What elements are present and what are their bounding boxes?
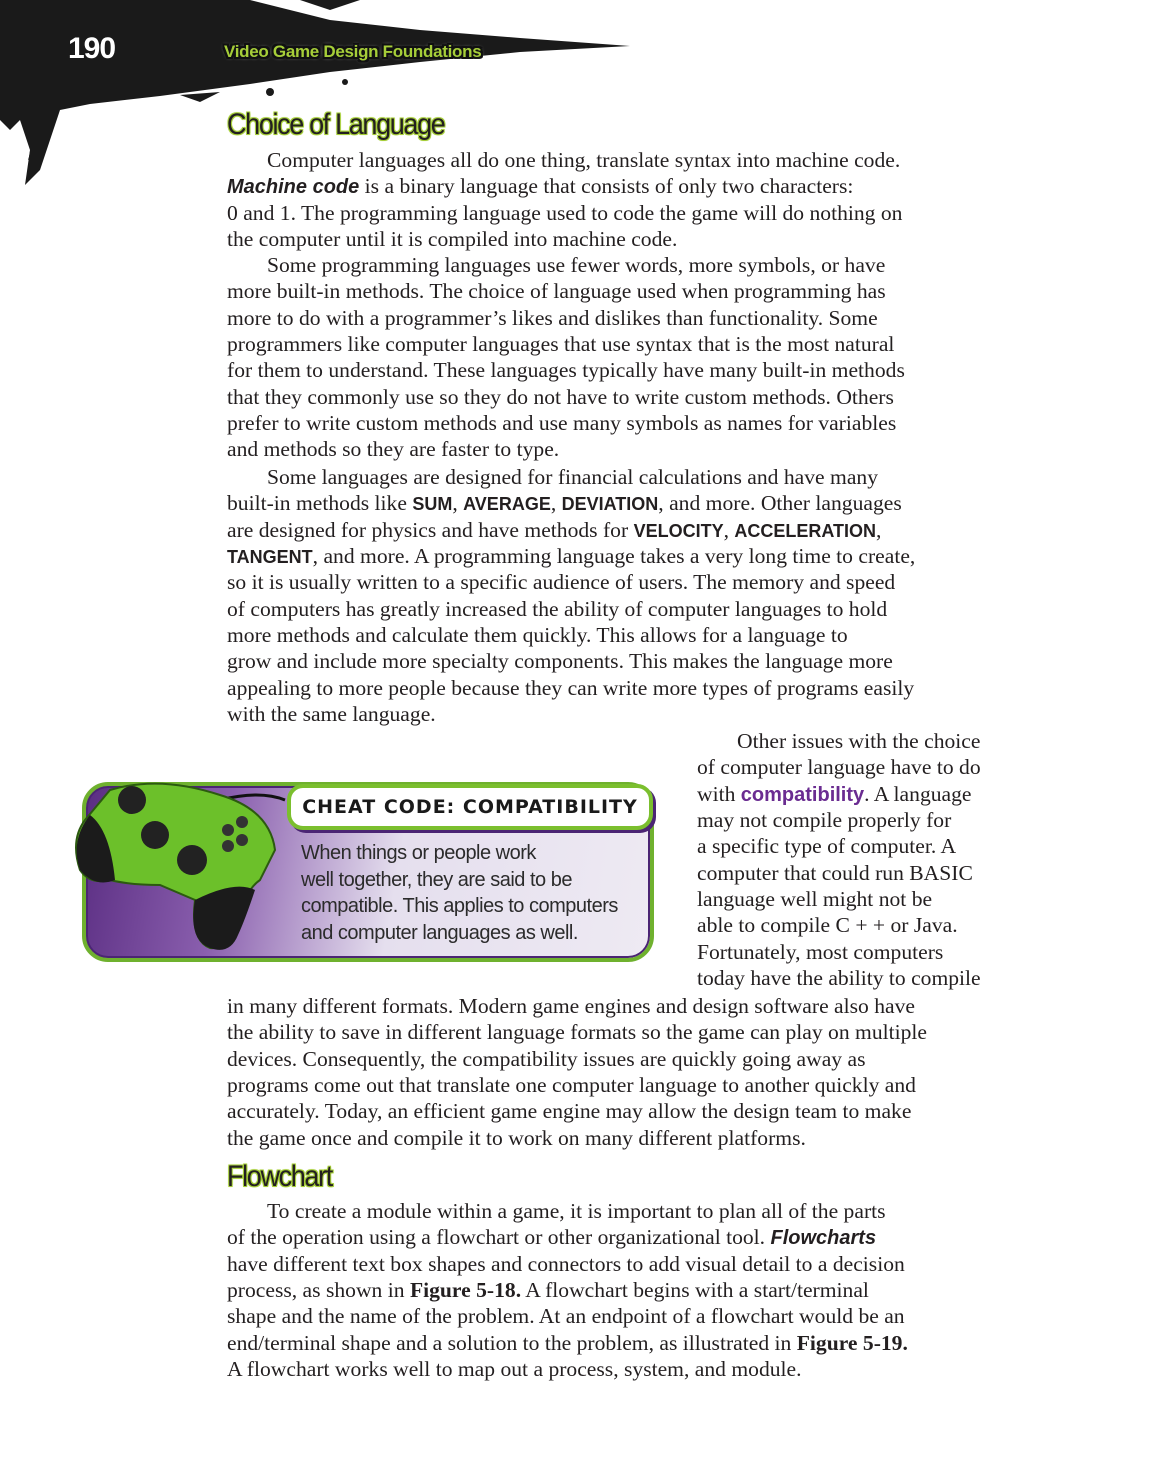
text-run: A flowchart begins with a start/terminal — [521, 1278, 869, 1303]
text-run: built-in methods like — [227, 491, 413, 516]
text-line — [697, 886, 981, 912]
text-line — [227, 464, 915, 490]
text-run: 0 and 1. The programming language used to code the game will do nothing on — [227, 200, 903, 225]
cheat-code-line: compatible. This applies to computers — [301, 895, 618, 917]
text-line — [227, 331, 905, 357]
text-run: and methods so they are faster to type. — [227, 437, 560, 462]
text-run: . A language — [864, 781, 972, 806]
text-run: devices. Consequently, the compatibility issues are quickly going away as — [227, 1046, 866, 1071]
keyword: TANGENT — [227, 547, 313, 568]
text-run: computer that could run BASIC — [697, 860, 973, 885]
text-line — [227, 1330, 908, 1356]
text-run: today have the ability to compile — [697, 966, 981, 991]
text-line — [227, 675, 915, 701]
text-line — [227, 1356, 908, 1382]
text-line — [227, 1019, 927, 1045]
text-run: may not compile properly for — [697, 808, 952, 833]
text-run: language well might not be — [697, 887, 933, 912]
heading-flowchart: Flowchart — [227, 1160, 332, 1193]
figure-reference: Figure 5-18. — [409, 1278, 522, 1303]
cheat-code-title: CHEAT CODE: COMPATIBILITY — [287, 784, 653, 830]
text-line — [227, 1198, 908, 1224]
text-run: Fortunately, most computers — [697, 939, 944, 964]
text-run: end/terminal shape and a solution to the problem, as illustrated in — [227, 1330, 797, 1355]
text-run: , — [876, 517, 882, 542]
text-run: , and more. A programming language takes a very long time to create, — [312, 544, 916, 569]
text-line — [227, 1125, 927, 1151]
text-run: that they commonly use so they do not have to write custom methods. Others — [227, 384, 894, 409]
text-line — [227, 596, 915, 622]
text-line — [227, 569, 915, 595]
text-line — [227, 1251, 908, 1277]
text-run: with the same language. — [227, 702, 436, 727]
text-run: so it is usually written to a specific audience of users. The memory and speed — [227, 570, 896, 595]
text-line — [227, 357, 905, 383]
key-term: Flowcharts — [770, 1227, 877, 1250]
text-line — [697, 965, 981, 991]
text-run: grow and include more specialty components. This makes the language more — [227, 649, 893, 674]
text-run: Some languages are designed for financial calculations and have many — [267, 465, 878, 489]
text-run: programs come out that translate one computer language to another quickly and — [227, 1073, 916, 1098]
text-line — [227, 1224, 908, 1250]
text-run: appealing to more people because they can write more types of programs easily — [227, 675, 915, 700]
cheat-code-text — [301, 840, 618, 946]
text-run: A flowchart works well to map out a process, system, and module. — [227, 1357, 802, 1382]
text-run: prefer to write custom methods and use many symbols as names for variables — [227, 411, 897, 436]
heading-choice-of-language: Choice of Language — [227, 108, 445, 141]
cheat-code-line: well together, they are said to be — [301, 868, 572, 891]
text-run: , and more. Other languages — [658, 491, 902, 516]
text-run: shape and the name of the problem. At an endpoint of a flowchart would be an — [227, 1304, 905, 1329]
text-run: of computer language have to do — [697, 755, 981, 780]
text-line — [227, 543, 915, 569]
text-line — [227, 410, 905, 436]
text-run: of computers has greatly increased the ability of computer languages to hold — [227, 596, 888, 621]
text-run: programmers like computer languages that use syntax that is the most natural — [227, 332, 895, 357]
game-controller-icon — [70, 770, 290, 960]
text-run: , — [723, 517, 735, 542]
text-run: with — [697, 781, 741, 806]
text-run: for them to understand. These languages typically have many built-in methods — [227, 358, 905, 383]
paragraph — [227, 147, 902, 252]
text-line — [227, 490, 915, 516]
text-line — [227, 252, 905, 278]
text-line — [227, 1072, 927, 1098]
text-run: , — [550, 491, 562, 516]
text-line — [227, 648, 915, 674]
text-run: more built-in methods. The choice of language used when programming has — [227, 279, 886, 304]
text-run: the game once and compile it to work on many different platforms. — [227, 1125, 806, 1150]
cheat-code-line: and computer languages as well. — [301, 921, 578, 944]
page-number: 190 — [68, 32, 116, 65]
text-run: more to do with a programmer’s likes and dislikes than functionality. Some — [227, 305, 878, 330]
running-title: Video Game Design Foundations — [224, 42, 482, 61]
paragraph — [227, 464, 915, 727]
text-run: more methods and calculate them quickly. This allows for a language to — [227, 623, 848, 648]
text-run: Other issues with the choice — [737, 729, 981, 753]
text-line — [697, 833, 981, 859]
text-run: have different text box shapes and connectors to add visual detail to a decision — [227, 1251, 905, 1276]
text-line — [227, 622, 915, 648]
text-run: is a binary language that consists of only two characters: — [359, 174, 854, 199]
text-run: the computer until it is compiled into machine code. — [227, 227, 678, 252]
text-line — [227, 1098, 927, 1124]
text-line — [697, 860, 981, 886]
keyword: VELOCITY — [633, 520, 724, 541]
text-line — [227, 1277, 908, 1303]
text-run: of the operation using a flowchart or other organizational tool. — [227, 1225, 771, 1250]
text-run: a specific type of computer. A — [697, 834, 957, 859]
keyword: ACCELERATION — [734, 520, 877, 541]
text-line — [697, 781, 981, 807]
paragraph — [227, 1198, 908, 1382]
text-run: Some programming languages use fewer words, more symbols, or have — [267, 253, 886, 277]
keyword: AVERAGE — [463, 494, 551, 515]
text-line — [227, 200, 902, 226]
text-run: the ability to save in different language formats so the game can play on multiple — [227, 1020, 927, 1045]
paragraph-right-column — [697, 728, 981, 991]
text-line — [227, 1046, 927, 1072]
text-line — [697, 939, 981, 965]
paragraph — [227, 993, 927, 1151]
text-line — [227, 1303, 908, 1329]
keyword: SUM — [412, 494, 453, 515]
text-run: To create a module within a game, it is important to plan all of the parts — [267, 1199, 886, 1223]
key-term: Machine code — [227, 176, 360, 199]
text-run: Computer languages all do one thing, translate syntax into machine code. — [267, 148, 901, 172]
text-run: in many different formats. Modern game engines and design software also have — [227, 994, 915, 1018]
text-run: accurately. Today, an efficient game engine may allow the design team to make — [227, 1099, 912, 1124]
text-run: are designed for physics and have methods for — [227, 517, 634, 542]
text-line — [697, 807, 981, 833]
text-line — [227, 278, 905, 304]
text-line — [227, 517, 915, 543]
text-run: able to compile C + + or Java. — [697, 913, 958, 938]
keyword: DEVIATION — [561, 494, 659, 515]
text-run: , — [452, 491, 464, 516]
text-line — [227, 173, 902, 199]
text-line — [227, 226, 902, 252]
text-line — [227, 701, 915, 727]
text-line — [697, 728, 981, 754]
paragraph — [227, 252, 905, 463]
figure-reference: Figure 5-19. — [796, 1330, 908, 1355]
key-term: compatibility — [740, 783, 865, 806]
cheat-code-line: When things or people work — [301, 842, 536, 864]
text-line — [697, 754, 981, 780]
text-line — [227, 305, 905, 331]
text-line — [227, 147, 902, 173]
text-line — [697, 912, 981, 938]
text-line — [227, 993, 927, 1019]
text-line — [227, 384, 905, 410]
text-run: process, as shown in — [227, 1278, 410, 1303]
text-line — [227, 436, 905, 462]
